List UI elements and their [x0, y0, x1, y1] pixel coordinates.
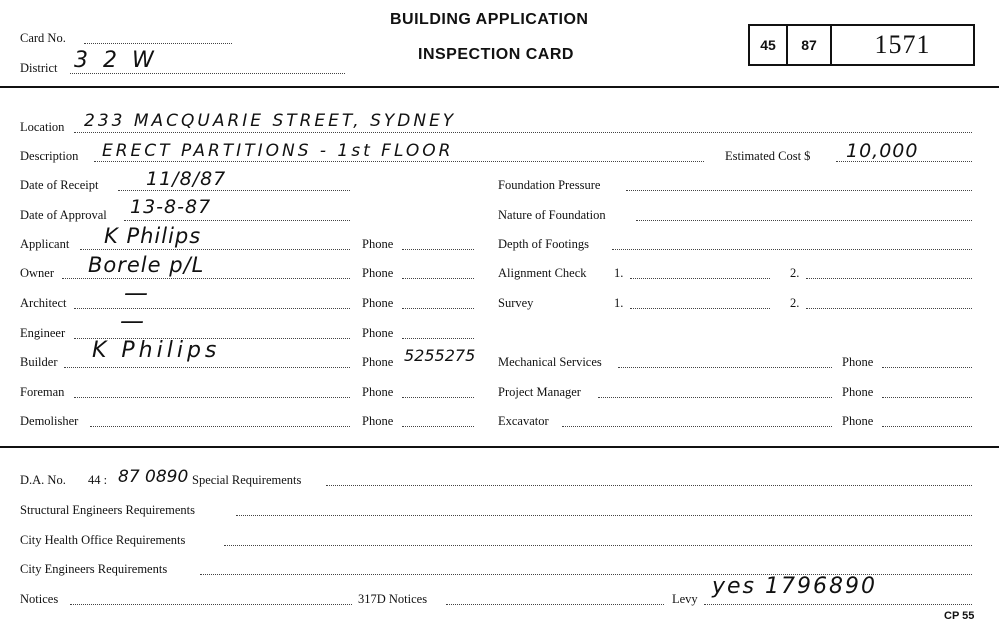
special-requirements-field[interactable] — [326, 485, 972, 486]
nature-foundation-field[interactable] — [636, 220, 972, 221]
location-value[interactable]: 233 MACQUARIE STREET, SYDNEY — [84, 111, 457, 131]
mechanical-services-field[interactable] — [618, 367, 832, 368]
excavator-phone-label: Phone — [842, 414, 874, 428]
alignment-check-field-2[interactable] — [806, 278, 972, 279]
survey-label: Survey — [498, 296, 534, 310]
foreman-field[interactable] — [74, 397, 350, 398]
applicant-value[interactable]: K Philips — [104, 224, 202, 248]
survey-num-2: 2. — [790, 296, 800, 310]
alignment-num-1: 1. — [614, 266, 624, 280]
survey-num-1: 1. — [614, 296, 624, 310]
applicant-label: Applicant — [20, 237, 70, 251]
levy-value[interactable]: yes 1796890 — [712, 574, 877, 599]
builder-phone-value[interactable]: 5255275 — [404, 346, 476, 365]
structural-label: Structural Engineers Requirements — [20, 503, 195, 517]
builder-label: Builder — [20, 355, 58, 369]
survey-field-2[interactable] — [806, 308, 972, 309]
architect-phone-field[interactable] — [402, 308, 474, 309]
foundation-pressure-field[interactable] — [626, 190, 972, 191]
date-receipt-value[interactable]: 11/8/87 — [146, 168, 227, 190]
description-value[interactable]: ERECT PARTITIONS - 1st FLOOR — [102, 141, 454, 161]
foreman-phone-field[interactable] — [402, 397, 474, 398]
health-field[interactable] — [224, 545, 972, 546]
project-manager-phone-field[interactable] — [882, 397, 972, 398]
architect-field — [74, 308, 350, 309]
engineer-label: Engineer — [20, 326, 66, 340]
architect-label: Architect — [20, 296, 67, 310]
demolisher-label: Demolisher — [20, 414, 79, 428]
levy-field — [704, 604, 972, 605]
mechanical-services-label: Mechanical Services — [498, 355, 602, 369]
architect-value[interactable]: — — [124, 279, 149, 307]
card-number-box — [748, 24, 975, 66]
excavator-phone-field[interactable] — [882, 426, 972, 427]
date-approval-label: Date of Approval — [20, 208, 107, 222]
demolisher-phone-label: Phone — [362, 414, 394, 428]
owner-phone-field[interactable] — [402, 278, 474, 279]
date-approval-field — [124, 220, 350, 221]
date-receipt-field — [118, 190, 350, 191]
engineers-label: City Engineers Requirements — [20, 562, 168, 576]
applicant-phone-label: Phone — [362, 237, 394, 251]
architect-phone-label: Phone — [362, 296, 394, 310]
foreman-phone-label: Phone — [362, 385, 394, 399]
engineer-value[interactable]: — — [120, 307, 145, 335]
special-requirements-label: Special Requirements — [192, 473, 302, 487]
title-line-1: BUILDING APPLICATION — [390, 11, 589, 28]
da-prefix: 44 : — [88, 473, 108, 487]
form-code: CP 55 — [944, 610, 975, 622]
da-no-label: D.A. No. — [20, 473, 66, 487]
excavator-label: Excavator — [498, 414, 549, 428]
alignment-check-label: Alignment Check — [498, 266, 587, 280]
location-label: Location — [20, 120, 65, 134]
builder-phone-label: Phone — [362, 355, 394, 369]
alignment-num-2: 2. — [790, 266, 800, 280]
depth-footings-label: Depth of Footings — [498, 237, 589, 251]
structural-field[interactable] — [236, 515, 972, 516]
notices-label: Notices — [20, 592, 59, 606]
project-manager-field[interactable] — [598, 397, 832, 398]
nature-foundation-label: Nature of Foundation — [498, 208, 606, 222]
owner-phone-label: Phone — [362, 266, 394, 280]
demolisher-phone-field[interactable] — [402, 426, 474, 427]
mechanical-phone-field[interactable] — [882, 367, 972, 368]
district-label: District — [20, 61, 58, 75]
builder-field — [64, 367, 350, 368]
divider-middle — [0, 446, 999, 448]
date-approval-value[interactable]: 13-8-87 — [130, 196, 212, 218]
estimated-cost-value[interactable]: 10,000 — [846, 140, 919, 162]
estimated-cost-label: Estimated Cost $ — [725, 149, 811, 163]
alignment-check-field-1[interactable] — [630, 278, 770, 279]
divider-top — [0, 86, 999, 88]
depth-footings-field[interactable] — [612, 249, 972, 250]
engineer-phone-field[interactable] — [402, 338, 474, 339]
location-field — [74, 132, 972, 133]
district-value[interactable]: 3 2 W — [74, 48, 158, 73]
levy-label: Levy — [672, 592, 698, 606]
description-label: Description — [20, 149, 79, 163]
builder-value[interactable]: K Philips — [92, 338, 221, 363]
owner-label: Owner — [20, 266, 55, 280]
box-cell-b: 87 — [788, 26, 832, 64]
applicant-phone-field[interactable] — [402, 249, 474, 250]
mechanical-phone-label: Phone — [842, 355, 874, 369]
card-no-field[interactable] — [84, 43, 232, 44]
notices-field[interactable] — [70, 604, 352, 605]
card-no-label: Card No. — [20, 31, 66, 45]
box-cell-number: 1571 — [874, 30, 931, 59]
owner-field — [62, 278, 350, 279]
foreman-label: Foreman — [20, 385, 65, 399]
district-field — [70, 73, 345, 74]
survey-field-1[interactable] — [630, 308, 770, 309]
notices-317d-label: 317D Notices — [358, 592, 428, 606]
applicant-field — [80, 249, 350, 250]
excavator-field[interactable] — [562, 426, 832, 427]
demolisher-field[interactable] — [90, 426, 350, 427]
title-line-2: INSPECTION CARD — [418, 46, 574, 63]
owner-value[interactable]: Borele p/L — [88, 253, 205, 277]
date-receipt-label: Date of Receipt — [20, 178, 99, 192]
box-cell-a: 45 — [750, 26, 788, 64]
da-value[interactable]: 87 0890 — [118, 467, 189, 487]
health-label: City Health Office Requirements — [20, 533, 186, 547]
notices-317d-field[interactable] — [446, 604, 664, 605]
project-manager-label: Project Manager — [498, 385, 581, 399]
project-manager-phone-label: Phone — [842, 385, 874, 399]
foundation-pressure-label: Foundation Pressure — [498, 178, 601, 192]
engineer-phone-label: Phone — [362, 326, 394, 340]
